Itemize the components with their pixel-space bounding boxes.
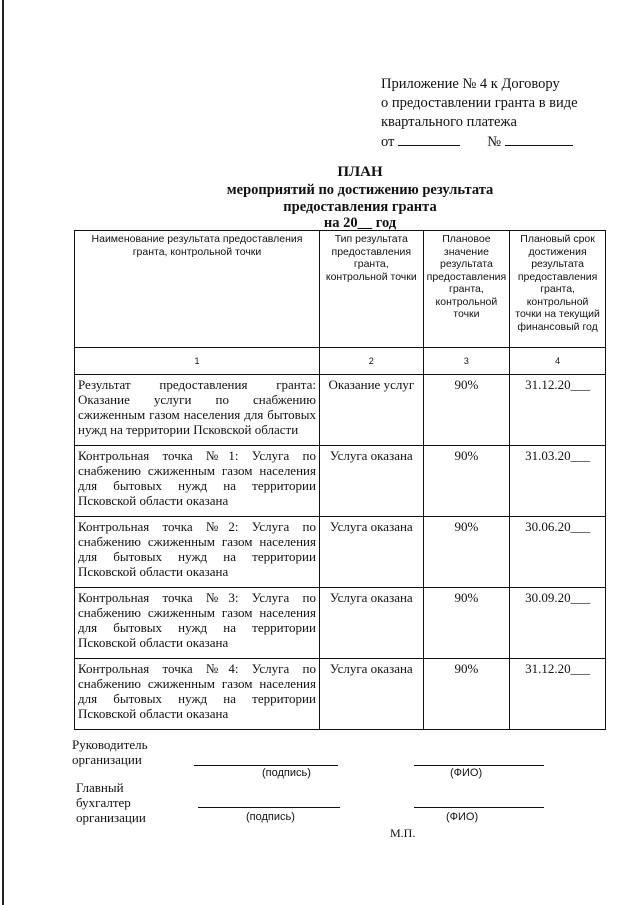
row-result-type: Услуга оказана bbox=[319, 517, 423, 588]
accountant-label-line-3: организации bbox=[76, 810, 146, 825]
row-result-name: Контрольная точка №4: Услуга по снабжению сжиженным газом населения для бытовых нужд на территории Псковской области оказана bbox=[75, 659, 320, 730]
row-result-name: Контрольная точка №3: Услуга по снабжению сжиженным газом населения для бытовых нужд на территории Псковской области оказана bbox=[75, 588, 320, 659]
head-signature-caption: (подпись) bbox=[262, 767, 311, 779]
appendix-line-2: о предоставлении гранта в виде bbox=[381, 95, 578, 111]
plan-title: ПЛАН bbox=[337, 164, 383, 180]
head-label-line-1: Руководитель bbox=[72, 737, 148, 752]
row-planned-value: 90% bbox=[423, 588, 510, 659]
accountant-label-line-1: Главный bbox=[76, 780, 124, 795]
plan-table bbox=[74, 230, 606, 730]
appendix-line-4 bbox=[381, 132, 621, 152]
row-planned-date: 31.12.20___ bbox=[510, 375, 606, 446]
head-label-line-2: организации bbox=[72, 752, 142, 767]
appendix-from-label: от bbox=[381, 134, 395, 150]
head-name-line bbox=[414, 765, 544, 766]
column-number: 3 bbox=[423, 348, 510, 375]
head-signature-line bbox=[194, 765, 338, 766]
row-planned-value: 90% bbox=[423, 446, 510, 517]
appendix-block bbox=[381, 75, 621, 152]
column-number: 4 bbox=[510, 348, 606, 375]
row-result-type: Оказание услуг bbox=[319, 375, 423, 446]
table-row bbox=[75, 375, 606, 446]
row-planned-value: 90% bbox=[423, 375, 510, 446]
header-planned-date: Плановый срок достижения результата предоставления гранта, контрольной точки на текущий финансовый год bbox=[510, 231, 606, 348]
table-number-row bbox=[75, 348, 606, 375]
appendix-date-blank bbox=[398, 132, 460, 146]
row-result-type: Услуга оказана bbox=[319, 446, 423, 517]
column-number: 2 bbox=[319, 348, 423, 375]
row-planned-date: 31.12.20___ bbox=[510, 659, 606, 730]
row-planned-value: 90% bbox=[423, 659, 510, 730]
row-planned-value: 90% bbox=[423, 517, 510, 588]
plan-subtitle-1: мероприятий по достижению результата bbox=[226, 182, 494, 198]
table-row bbox=[75, 517, 606, 588]
head-name-caption: (ФИО) bbox=[450, 767, 483, 779]
row-planned-date: 30.06.20___ bbox=[510, 517, 606, 588]
plan-subtitle-2: предоставления гранта bbox=[283, 199, 437, 215]
accountant-label bbox=[76, 780, 146, 825]
header-result-name: Наименование результата предоставления гранта, контрольной точки bbox=[75, 231, 320, 348]
appendix-line-1: Приложение № 4 к Договору bbox=[381, 76, 560, 92]
appendix-number-blank bbox=[505, 132, 573, 146]
accountant-name-caption: (ФИО) bbox=[446, 811, 479, 823]
row-planned-date: 30.09.20___ bbox=[510, 588, 606, 659]
column-number: 1 bbox=[75, 348, 320, 375]
row-result-name: Результат предоставления гранта: Оказание услуги по снабжению сжиженным газом населения для бытовых нужд на территории Псковской области bbox=[75, 375, 320, 446]
head-label bbox=[72, 737, 148, 767]
accountant-signature-caption: (подпись) bbox=[246, 811, 295, 823]
accountant-label-line-2: бухгалтер bbox=[76, 795, 131, 810]
table-header-row bbox=[75, 231, 606, 348]
plan-year: на 20__ год bbox=[323, 215, 397, 231]
table-row bbox=[75, 446, 606, 517]
row-result-name: Контрольная точка №1: Услуга по снабжению сжиженным газом населения для бытовых нужд на территории Псковской области оказана bbox=[75, 446, 320, 517]
appendix-number-label: № bbox=[487, 134, 502, 150]
appendix-line-3: квартального платежа bbox=[381, 114, 517, 130]
row-result-type: Услуга оказана bbox=[319, 659, 423, 730]
accountant-name-line bbox=[414, 807, 544, 808]
row-result-name: Контрольная точка №2: Услуга по снабжению сжиженным газом населения для бытовых нужд на территории Псковской области оказана bbox=[75, 517, 320, 588]
accountant-signature-line bbox=[198, 807, 340, 808]
scan-edge-line bbox=[2, 0, 4, 905]
row-planned-date: 31.03.20___ bbox=[510, 446, 606, 517]
row-result-type: Услуга оказана bbox=[319, 588, 423, 659]
header-planned-value: Плановое значение результата предоставления гранта, контрольной точки bbox=[423, 231, 510, 348]
stamp-place: М.П. bbox=[390, 826, 416, 840]
table-row bbox=[75, 659, 606, 730]
table-row bbox=[75, 588, 606, 659]
header-result-type: Тип результата предоставления гранта, контрольной точки bbox=[319, 231, 423, 348]
